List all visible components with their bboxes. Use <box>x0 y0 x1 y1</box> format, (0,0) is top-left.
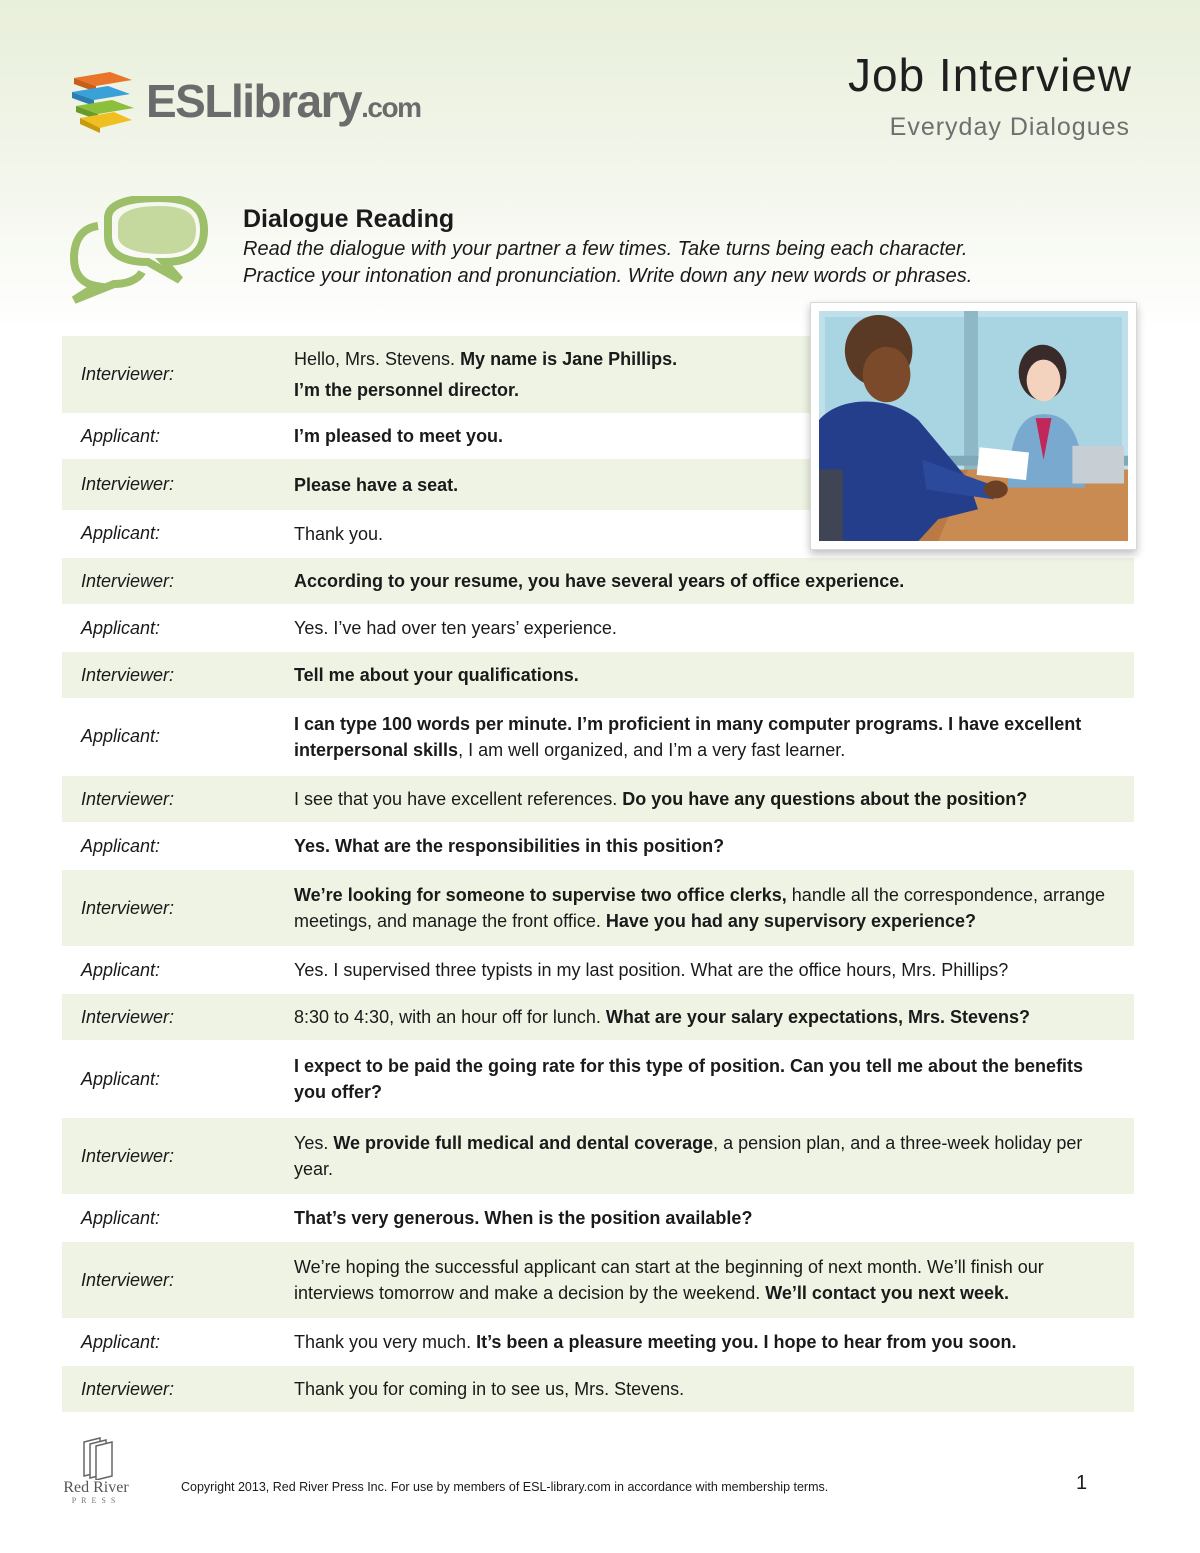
bold-text-segment: Do you have any questions about the position? <box>622 789 1028 809</box>
speaker-label: Interviewer: <box>81 664 175 685</box>
text-segment: , a pension plan, and a three-week holiday per year. <box>294 1133 1083 1179</box>
bold-text-segment: My name is Jane Phillips. <box>460 348 678 369</box>
dialogue-line <box>294 1254 1134 1306</box>
copyright-notice: Copyright 2013, Red River Press Inc. For use by members of ESL-library.com in accordance with membership terms. <box>181 1480 829 1494</box>
bold-text-segment: I expect to be paid the going rate for this type of position. Can you tell me about the benefits you offer? <box>294 1056 1084 1102</box>
dialogue-row <box>62 994 1134 1040</box>
instructions-line-1: Read the dialogue with your partner a few times. Take turns being each character. <box>243 238 968 260</box>
bold-text-segment: Please have a seat. <box>294 474 459 495</box>
instructions-line-2: Practice your intonation and pronunciation. Write down any new words or phrases. <box>243 265 973 287</box>
speaker-label: Applicant: <box>81 425 161 446</box>
bold-text-segment: We’ll contact you next week. <box>765 1283 1009 1303</box>
dialogue-row <box>62 652 1134 698</box>
dialogue-line <box>294 957 1134 983</box>
text-segment: Thank you very much. <box>294 1332 477 1352</box>
text-segment: Yes. I’ve had over ten years’ experience. <box>294 618 617 638</box>
dialogue-line <box>294 711 1134 763</box>
bold-text-segment: What are your salary expectations, Mrs. Stevens? <box>605 1007 1031 1027</box>
dialogue-row <box>62 1318 1134 1366</box>
bold-text-segment: It’s been a pleasure meeting you. I hope to hear from you soon. <box>476 1332 1017 1352</box>
dialogue-row <box>62 604 1134 652</box>
speaker-label: Applicant: <box>81 959 161 980</box>
dialogue-row <box>62 698 1134 775</box>
bold-text-segment: I can type 100 words per minute. I’m proficient in many computer programs. I have excellent interpersonal skills <box>294 713 1082 760</box>
red-river-press-logo <box>56 1436 136 1512</box>
speaker-label: Applicant: <box>81 617 161 638</box>
interview-scene-image <box>819 311 1128 541</box>
interview-illustration <box>810 302 1137 550</box>
text-segment: Yes. <box>294 1133 334 1153</box>
text-segment: Yes. I supervised three typists in my last position. What are the office hours, Mrs. Phillips? <box>294 960 1009 980</box>
dialogue-line <box>294 1329 1134 1355</box>
text-segment: I see that you have excellent references. <box>294 789 623 809</box>
dialogue-line <box>294 662 1134 688</box>
eslibrary-logo <box>70 68 450 138</box>
speaker-label: Interviewer: <box>81 364 175 384</box>
dialogue-line <box>294 615 1134 641</box>
dialogue-line <box>294 1004 1134 1030</box>
dialogue-row <box>62 870 1134 946</box>
speaker-label: Applicant: <box>81 1068 161 1089</box>
dialogue-row <box>62 1118 1134 1194</box>
press-sub: PRESS <box>71 1496 121 1505</box>
dialogue-row <box>62 1366 1134 1412</box>
dialogue-line <box>294 786 1134 812</box>
page-title: Job Interview <box>847 49 1132 101</box>
dialogue-line <box>294 1130 1134 1182</box>
dialogue-row <box>62 946 1134 994</box>
text-segment: We’re hoping the successful applicant can start at the beginning of next month. We’ll finish our interviews tomorrow and make a decision by the weekend. <box>294 1257 1044 1303</box>
press-name: Red River <box>63 1479 129 1496</box>
bold-text-segment: That’s very generous. When is the position available? <box>294 1208 753 1228</box>
text-segment: handle all the correspondence, arrange meetings, and manage the front office. <box>294 885 1106 931</box>
bold-text-segment: Have you had any supervisory experience? <box>605 911 977 931</box>
section-instructions <box>243 236 1123 290</box>
page-number: 1 <box>1076 1472 1088 1494</box>
speaker-label: Interviewer: <box>81 1378 175 1399</box>
dialogue-row <box>62 822 1134 870</box>
bold-text-segment: Yes. What are the responsibilities in this position? <box>294 836 725 856</box>
logo-text-library: library <box>230 75 362 127</box>
dialogue-row <box>62 1194 1134 1242</box>
speaker-label: Interviewer: <box>81 474 175 494</box>
bold-text-segment: We provide full medical and dental coverage <box>333 1133 714 1153</box>
speaker-label: Interviewer: <box>81 1006 175 1027</box>
speaker-label: Interviewer: <box>81 897 175 918</box>
speaker-label: Interviewer: <box>81 570 175 591</box>
text-segment: , I am well organized, and I’m a very fast learner. <box>458 739 846 760</box>
speaker-label: Applicant: <box>81 1331 161 1352</box>
dialogue-line <box>294 882 1134 934</box>
logo-text-esl: ESL <box>146 75 231 127</box>
dialogue-row <box>62 1040 1134 1118</box>
speaker-label: Applicant: <box>81 835 161 856</box>
dialogue-line <box>294 833 1134 859</box>
dialogue-line <box>294 1376 1134 1402</box>
dialogue-row <box>62 776 1134 822</box>
dialogue-row <box>62 558 1134 604</box>
dialogue-line <box>294 1205 1134 1231</box>
text-segment: 8:30 to 4:30, with an hour off for lunch. <box>294 1007 606 1027</box>
text-segment: Hello, Mrs. Stevens. <box>294 348 461 369</box>
pages-icon <box>74 1436 118 1480</box>
dialogue-line <box>294 568 1134 594</box>
dialogue-row <box>62 1242 1134 1318</box>
speaker-label: Interviewer: <box>81 1269 175 1290</box>
speaker-label: Applicant: <box>81 1207 161 1228</box>
speaker-label: Applicant: <box>81 523 161 543</box>
bold-text-segment: We’re looking for someone to supervise two office clerks, <box>294 885 787 905</box>
books-icon <box>70 70 136 134</box>
bold-text-segment: Tell me about your qualifications. <box>294 665 579 685</box>
page-subtitle: Everyday Dialogues <box>889 113 1130 141</box>
logo-text-dotcom: .com <box>361 92 421 123</box>
speech-bubble-icon <box>68 196 208 304</box>
speaker-label: Interviewer: <box>81 788 175 809</box>
section-title: Dialogue Reading <box>243 205 455 233</box>
bold-text-segment: I’m the personnel director. <box>294 379 520 400</box>
bold-text-segment: According to your resume, you have several years of office experience. <box>294 571 905 591</box>
text-segment: Thank you. <box>294 523 384 544</box>
text-segment: Thank you for coming in to see us, Mrs. Stevens. <box>294 1379 685 1399</box>
dialogue-line <box>294 1053 1134 1105</box>
speaker-label: Interviewer: <box>81 1145 175 1166</box>
bold-text-segment: I’m pleased to meet you. <box>294 426 504 446</box>
speaker-label: Applicant: <box>81 726 161 746</box>
